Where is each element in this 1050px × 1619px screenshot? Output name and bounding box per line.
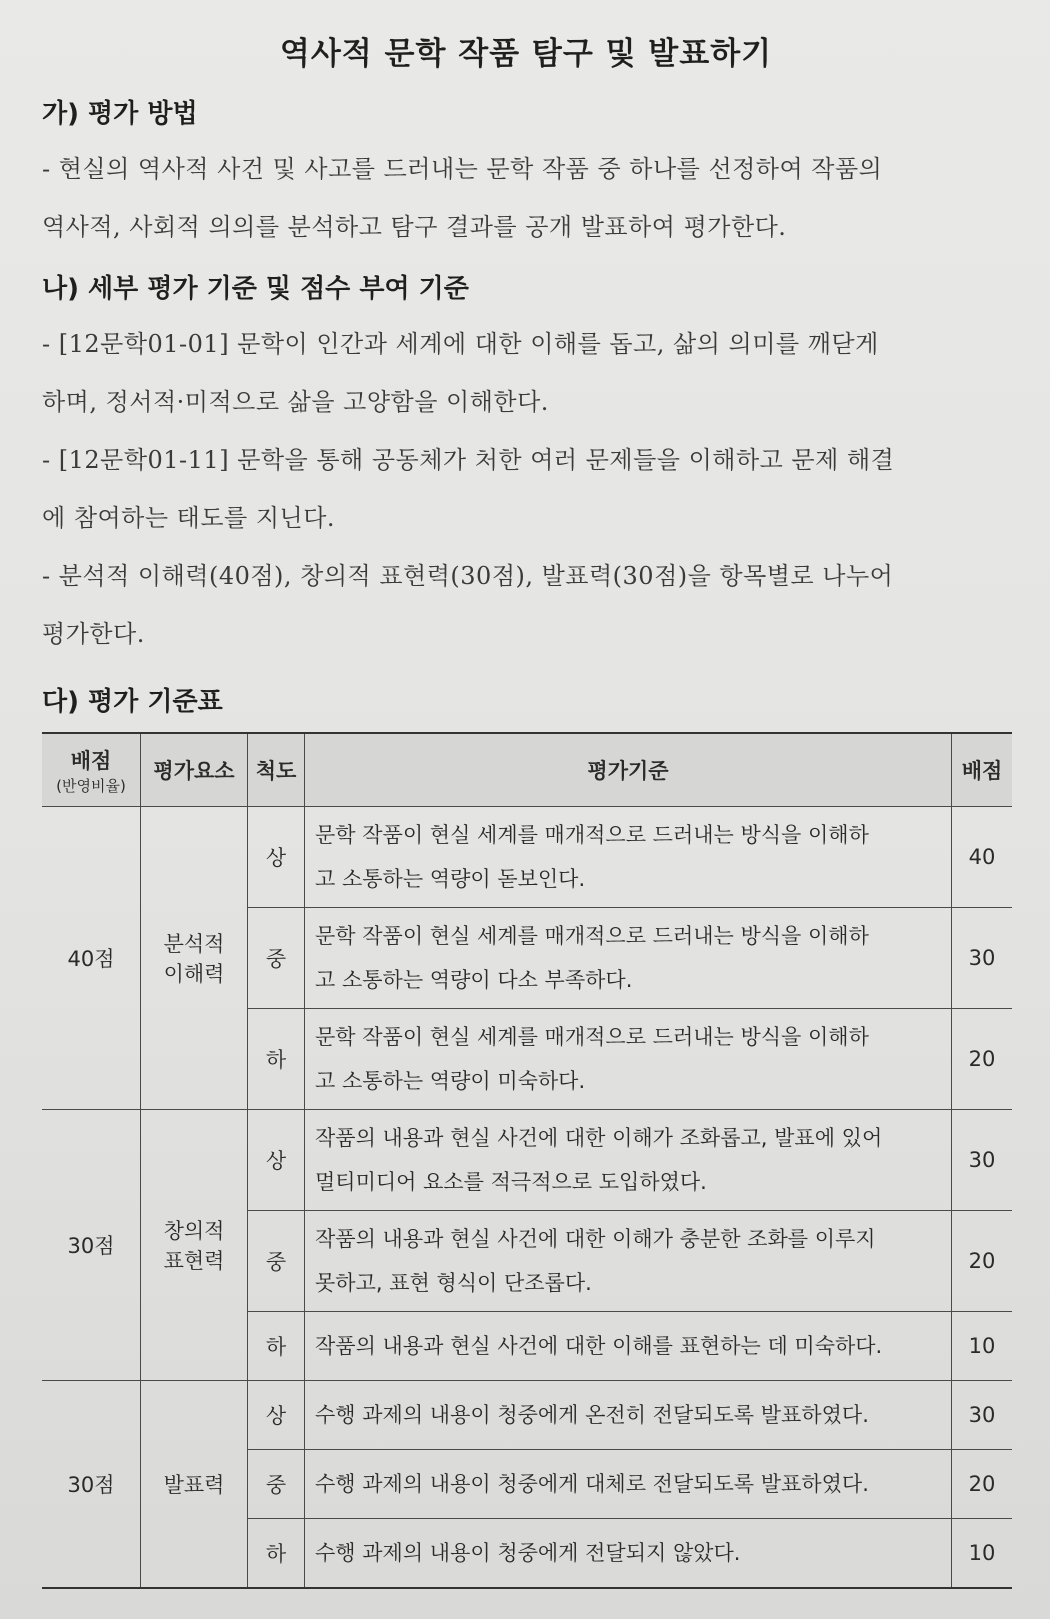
paragraph-line: - [12문학01-01] 문학이 인간과 세계에 대한 이해를 돕고, 삶의 의미를 깨닫게 bbox=[42, 330, 879, 358]
criteria-cell bbox=[305, 908, 952, 1009]
table-row bbox=[42, 1381, 1012, 1450]
paragraph-line: - 현실의 역사적 사건 및 사고를 드러내는 문학 작품 중 하나를 선정하여 작품의 bbox=[42, 155, 883, 183]
section-detailed-criteria bbox=[42, 268, 1010, 663]
page-title: 역사적 문학 작품 탐구 및 발표하기 bbox=[279, 36, 773, 72]
criteria-line: 고 소통하는 역량이 다소 부족하다. bbox=[315, 968, 633, 992]
criteria-line: 고 소통하는 역량이 미숙하다. bbox=[315, 1069, 586, 1093]
points-cell: 30 bbox=[952, 1110, 1013, 1211]
scale-cell: 중 bbox=[248, 1450, 305, 1519]
criteria-line: 작품의 내용과 현실 사건에 대한 이해가 충분한 조화를 이루지 bbox=[315, 1227, 876, 1251]
element-cell bbox=[141, 1381, 248, 1589]
paragraph-line: - [12문학01-11] 문학을 통해 공동체가 처한 여러 문제들을 이해하고 문제 해결 bbox=[42, 446, 895, 474]
scale-cell: 상 bbox=[248, 807, 305, 908]
scale-cell: 중 bbox=[248, 908, 305, 1009]
element-line: 이해력 bbox=[163, 962, 225, 986]
element-cell bbox=[141, 807, 248, 1110]
points-cell: 30 bbox=[952, 1381, 1013, 1450]
paragraph-line: - 분석적 이해력(40점), 창의적 표현력(30점), 발표력(30점)을 항목별로 나누어 bbox=[42, 562, 894, 590]
criteria-cell bbox=[305, 1381, 952, 1450]
element-line: 분석적 bbox=[163, 932, 225, 956]
scale-cell: 상 bbox=[248, 1381, 305, 1450]
scale-cell: 상 bbox=[248, 1110, 305, 1211]
criteria-line: 문학 작품이 현실 세계를 매개적으로 드러내는 방식을 이해하 bbox=[315, 823, 869, 847]
points-cell: 20 bbox=[952, 1211, 1013, 1312]
score-cell: 30점 bbox=[42, 1110, 141, 1381]
score-cell: 40점 bbox=[42, 807, 141, 1110]
criteria-line: 작품의 내용과 현실 사건에 대한 이해가 조화롭고, 발표에 있어 bbox=[315, 1126, 883, 1150]
section-heading: 가) 평가 방법 bbox=[42, 99, 198, 129]
criteria-cell bbox=[305, 1110, 952, 1211]
score-cell: 30점 bbox=[42, 1381, 141, 1589]
criteria-line: 작품의 내용과 현실 사건에 대한 이해를 표현하는 데 미숙하다. bbox=[315, 1334, 883, 1358]
criteria-line: 수행 과제의 내용이 청중에게 대체로 전달되도록 발표하였다. bbox=[315, 1472, 869, 1496]
evaluation-table-wrapper bbox=[42, 732, 1010, 1589]
element-line: 발표력 bbox=[163, 1473, 225, 1497]
table-header-row bbox=[42, 733, 1012, 807]
header-score-sub: (반영비율) bbox=[56, 776, 126, 795]
element-line: 창의적 bbox=[163, 1219, 225, 1243]
points-cell: 40 bbox=[952, 807, 1013, 908]
criteria-line: 문학 작품이 현실 세계를 매개적으로 드러내는 방식을 이해하 bbox=[315, 1025, 869, 1049]
table-row bbox=[42, 807, 1012, 908]
header-criteria: 평가기준 bbox=[305, 733, 952, 807]
scale-cell: 하 bbox=[248, 1009, 305, 1110]
section-heading: 나) 세부 평가 기준 및 점수 부여 기준 bbox=[42, 274, 469, 304]
scale-cell: 중 bbox=[248, 1211, 305, 1312]
scale-cell: 하 bbox=[248, 1519, 305, 1589]
criteria-line: 수행 과제의 내용이 청중에게 온전히 전달되도록 발표하였다. bbox=[315, 1403, 869, 1427]
points-cell: 10 bbox=[952, 1519, 1013, 1589]
points-cell: 30 bbox=[952, 908, 1013, 1009]
criteria-cell bbox=[305, 807, 952, 908]
criteria-cell bbox=[305, 1450, 952, 1519]
section-evaluation-method bbox=[42, 93, 1010, 256]
criteria-line: 멀티미디어 요소를 적극적으로 도입하였다. bbox=[315, 1170, 707, 1194]
criteria-line: 못하고, 표현 형식이 단조롭다. bbox=[315, 1271, 592, 1295]
criteria-cell bbox=[305, 1519, 952, 1589]
criteria-cell bbox=[305, 1312, 952, 1381]
evaluation-criteria-table bbox=[42, 732, 1012, 1589]
paragraph-line: 역사적, 사회적 의의를 분석하고 탐구 결과를 공개 발표하여 평가한다. bbox=[42, 213, 787, 241]
criteria-cell bbox=[305, 1211, 952, 1312]
header-points: 배점 bbox=[952, 733, 1013, 807]
header-scale: 척도 bbox=[248, 733, 305, 807]
criteria-cell bbox=[305, 1009, 952, 1110]
points-cell: 10 bbox=[952, 1312, 1013, 1381]
element-cell bbox=[141, 1110, 248, 1381]
criteria-line: 수행 과제의 내용이 청중에게 전달되지 않았다. bbox=[315, 1541, 741, 1565]
points-cell: 20 bbox=[952, 1009, 1013, 1110]
table-row bbox=[42, 1110, 1012, 1211]
scale-cell: 하 bbox=[248, 1312, 305, 1381]
element-line: 표현력 bbox=[163, 1249, 225, 1273]
points-cell: 20 bbox=[952, 1450, 1013, 1519]
header-element: 평가요소 bbox=[141, 733, 248, 807]
header-score-label: 배점 bbox=[70, 748, 112, 773]
criteria-line: 고 소통하는 역량이 돋보인다. bbox=[315, 867, 586, 891]
criteria-line: 문학 작품이 현실 세계를 매개적으로 드러내는 방식을 이해하 bbox=[315, 924, 869, 948]
paragraph-line: 에 참여하는 태도를 지닌다. bbox=[42, 504, 336, 532]
paragraph-line: 평가한다. bbox=[42, 620, 145, 648]
section-heading: 다) 평가 기준표 bbox=[42, 687, 223, 717]
paragraph-line: 하며, 정서적·미적으로 삶을 고양함을 이해한다. bbox=[42, 388, 549, 416]
header-score bbox=[42, 733, 141, 807]
